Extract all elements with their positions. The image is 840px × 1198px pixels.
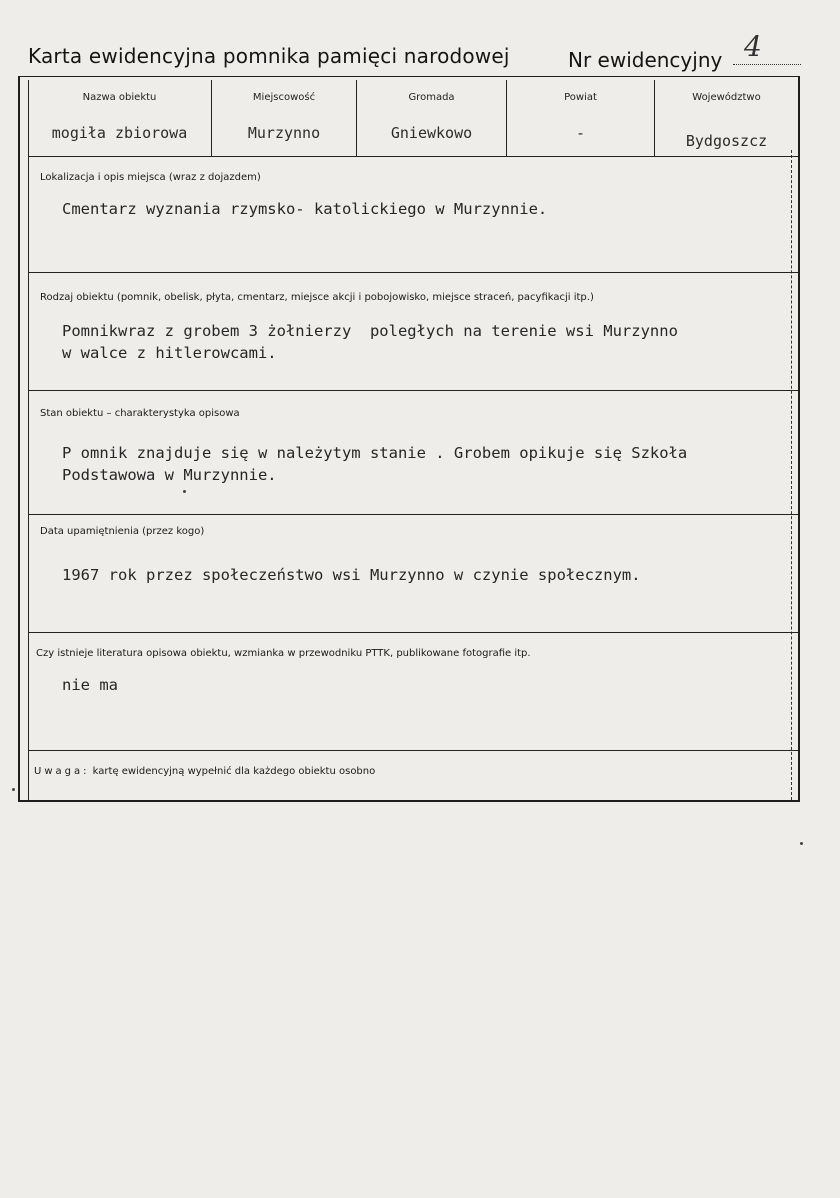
column-label: Powiat: [564, 92, 597, 103]
section-divider: [28, 514, 798, 515]
stan-text: P omnik znajduje się w należytym stanie . Grobem opikuje się Szkoła Podstawowa w Murzynnie.: [62, 444, 688, 484]
card-title: Karta ewidencyjna pomnika pamięci narodowej: [28, 44, 510, 68]
ink-speck: [183, 490, 186, 493]
rodzaj-label: Rodzaj obiektu (pomnik, obelisk, płyta, cmentarz, miejsce akcji i pobojowisko, miejsce straceń, pacyfikacji itp.): [40, 292, 594, 303]
footer-note-label: Uwaga:: [34, 766, 90, 777]
rodzaj-text: Pomnikwraz z grobem 3 żołnierzy poległych na terenie wsi Murzynno w walce z hitlerowcami.: [62, 322, 678, 362]
column-value: Murzynno: [247, 124, 321, 142]
column-powiat: [507, 80, 655, 156]
section-divider: [28, 632, 798, 633]
column-label: Miejscowość: [252, 92, 316, 103]
lokalizacja-text: Cmentarz wyznania rzymsko- katolickiego w Murzynnie.: [62, 200, 548, 218]
object-info-row: [28, 80, 800, 156]
section-divider: [28, 390, 798, 391]
literatura-text: nie ma: [62, 676, 118, 694]
column-value: mogiła zbiorowa: [51, 124, 188, 142]
footer-note-text: kartę ewidencyjną wypełnić dla każdego obiektu osobno: [92, 766, 376, 777]
column-value: Gniewkowo: [390, 124, 473, 142]
left-rule: [28, 80, 29, 800]
footer-note: [34, 766, 375, 777]
literatura-label: Czy istnieje literatura opisowa obiektu, wzmianka w przewodniku PTTK, publikowane fotografie itp.: [36, 648, 531, 659]
section-divider: [28, 750, 798, 751]
column-nazwa-obiektu: [28, 80, 212, 156]
right-dashed-rule: [791, 150, 792, 800]
record-number-label: Nr ewidencyjny: [568, 48, 723, 72]
column-value: -: [575, 124, 586, 142]
column-gromada: [357, 80, 507, 156]
column-miejscowosc: [212, 80, 357, 156]
ink-speck: [800, 842, 803, 845]
record-number-value: 4: [744, 30, 762, 63]
lokalizacja-label: Lokalizacja i opis miejsca (wraz z dojazdem): [40, 172, 261, 183]
column-label: Gromada: [408, 92, 455, 103]
column-wojewodztwo: [655, 80, 798, 156]
column-label: Nazwa obiektu: [82, 92, 157, 103]
data-upamietnienia-label: Data upamiętnienia (przez kogo): [40, 526, 205, 537]
record-number-line: [733, 64, 801, 65]
ink-speck: [12, 788, 15, 791]
data-upamietnienia-text: 1967 rok przez społeczeństwo wsi Murzynno w czynie społecznym.: [62, 566, 641, 584]
stan-label: Stan obiektu – charakterystyka opisowa: [40, 408, 240, 419]
column-label: Województwo: [692, 92, 761, 103]
section-divider: [28, 156, 798, 157]
form-frame: [18, 76, 800, 802]
section-divider: [28, 272, 798, 273]
column-value: Bydgoszcz: [685, 132, 768, 150]
